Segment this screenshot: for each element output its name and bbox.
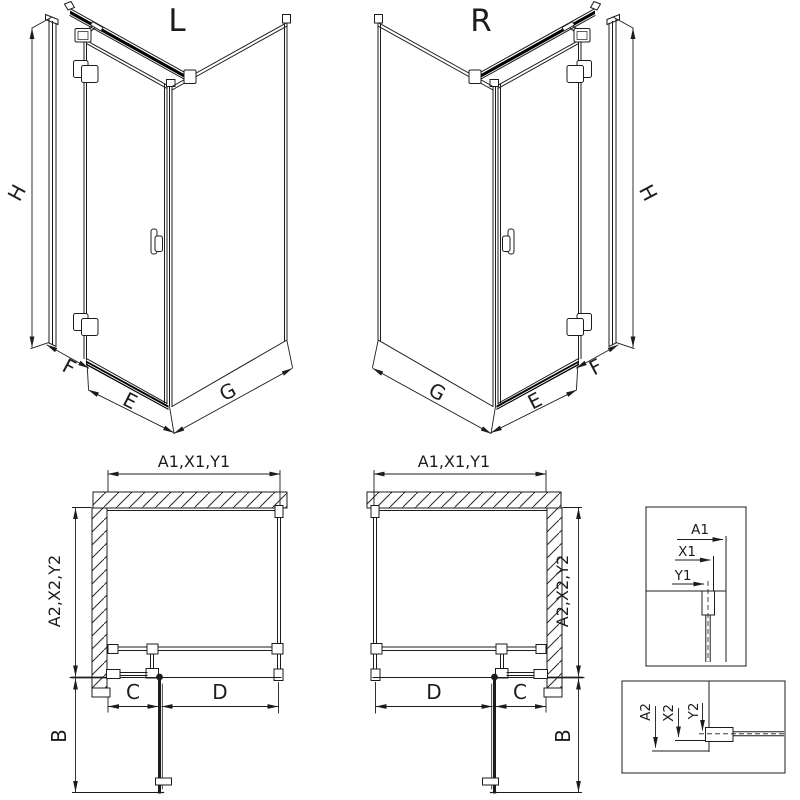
wall-end-cap-right [544,688,562,697]
label-b-right: B [551,729,575,743]
label-c-left: C [126,680,140,704]
label-detail-y2: Y2 [686,702,702,720]
detail-view-bottom-profile [622,681,785,773]
label-g-left: G [215,377,241,407]
label-detail-y1: Y1 [674,568,692,584]
glass-clamp-profile [706,728,734,742]
label-f-left: F [58,353,81,381]
label-b-left: B [47,729,71,743]
label-width-top-right: A1,X1,Y1 [417,452,491,471]
label-d-right: D [426,680,442,704]
wall-hatching [92,492,562,697]
label-height-left: H [2,180,31,205]
label-detail-x2: X2 [661,704,677,722]
label-depth-right: A2,X2,Y2 [553,554,572,628]
label-e-right: E [523,387,546,415]
detail-frame [622,681,785,773]
label-d-left: D [212,680,228,704]
label-variant-right: R [470,3,492,39]
label-f-right: F [584,353,607,381]
label-detail-a1: A1 [691,522,709,538]
label-variant-left: L [168,3,186,39]
wall-end-cap-left [92,688,110,697]
label-g-right: G [424,377,450,407]
label-c-right: C [513,680,527,704]
label-depth-left: A2,X2,Y2 [45,554,64,628]
wall-top-left-plan [93,492,287,508]
label-detail-x1: X1 [678,544,696,560]
wall-top-right-plan [367,492,561,508]
label-height-right: H [634,180,663,205]
label-detail-a2: A2 [638,703,654,721]
label-e-left: E [119,387,142,415]
wall-side-left-plan [92,508,107,688]
glass-clamp-profile [702,591,715,615]
label-width-top-left: A1,X1,Y1 [157,452,231,471]
